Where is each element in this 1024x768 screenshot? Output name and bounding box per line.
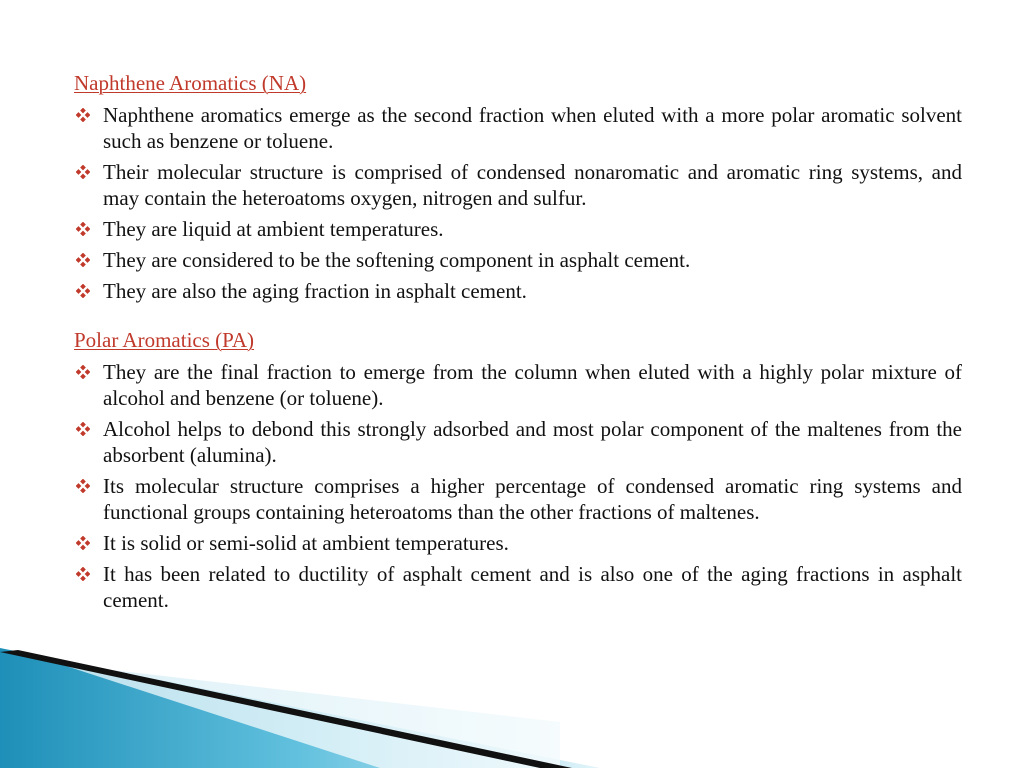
list-item [74,359,962,411]
dark-stripe [0,650,572,768]
list-item [74,102,962,154]
diamond-bullet-icon [76,567,90,581]
list-item-text: It has been related to ductility of asphalt cement and is also one of the aging fractions in asphalt cement. [103,562,962,612]
section-heading: Naphthene Aromatics (NA) [74,71,307,95]
diamond-bullet-icon [76,108,90,122]
list-item-text: They are liquid at ambient temperatures. [103,217,444,241]
list-item [74,278,962,304]
diamond-bullet-icon [76,422,90,436]
list-item-text: Naphthene aromatics emerge as the second fraction when eluted with a more polar aromatic solvent such as benzene or toluene. [103,103,962,153]
diamond-bullet-icon [76,536,90,550]
diamond-bullet-icon [76,222,90,236]
slide-content [74,70,962,618]
list-item [74,416,962,468]
diamond-bullet-icon [76,253,90,267]
list-item-text: Their molecular structure is comprised of condensed nonaromatic and aromatic ring systems, and may contain the heteroatoms oxygen, nitrogen and sulfur. [103,160,962,210]
list-item [74,561,962,613]
list-item [74,473,962,525]
list-item [74,530,962,556]
diamond-bullet-icon [76,284,90,298]
teal-wedge [0,648,600,768]
list-item-text: Alcohol helps to debond this strongly adsorbed and most polar component of the maltenes from the absorbent (alumina). [103,417,962,467]
list-item-text: They are considered to be the softening component in asphalt cement. [103,248,691,272]
list-item [74,216,962,242]
list-item-text: They are also the aging fraction in asphalt cement. [103,279,527,303]
section-heading: Polar Aromatics (PA) [74,328,255,352]
diamond-bullet-icon [76,165,90,179]
list-item [74,159,962,211]
diamond-bullet-icon [76,365,90,379]
list-item-text: It is solid or semi-solid at ambient temperatures. [103,531,509,555]
light-stripe [60,664,560,768]
section-naphthene-aromatics [74,70,962,304]
list-item-text: Its molecular structure comprises a higher percentage of condensed aromatic ring systems and functional groups containing heteroatoms than the other fractions of maltenes. [103,474,962,524]
list-item [74,247,962,273]
section-polar-aromatics [74,327,962,613]
bullet-list [74,359,962,613]
bullet-list [74,102,962,304]
list-item-text: They are the final fraction to emerge from the column when eluted with a highly polar mixture of alcohol and benzene (or toluene). [103,360,962,410]
diamond-bullet-icon [76,479,90,493]
